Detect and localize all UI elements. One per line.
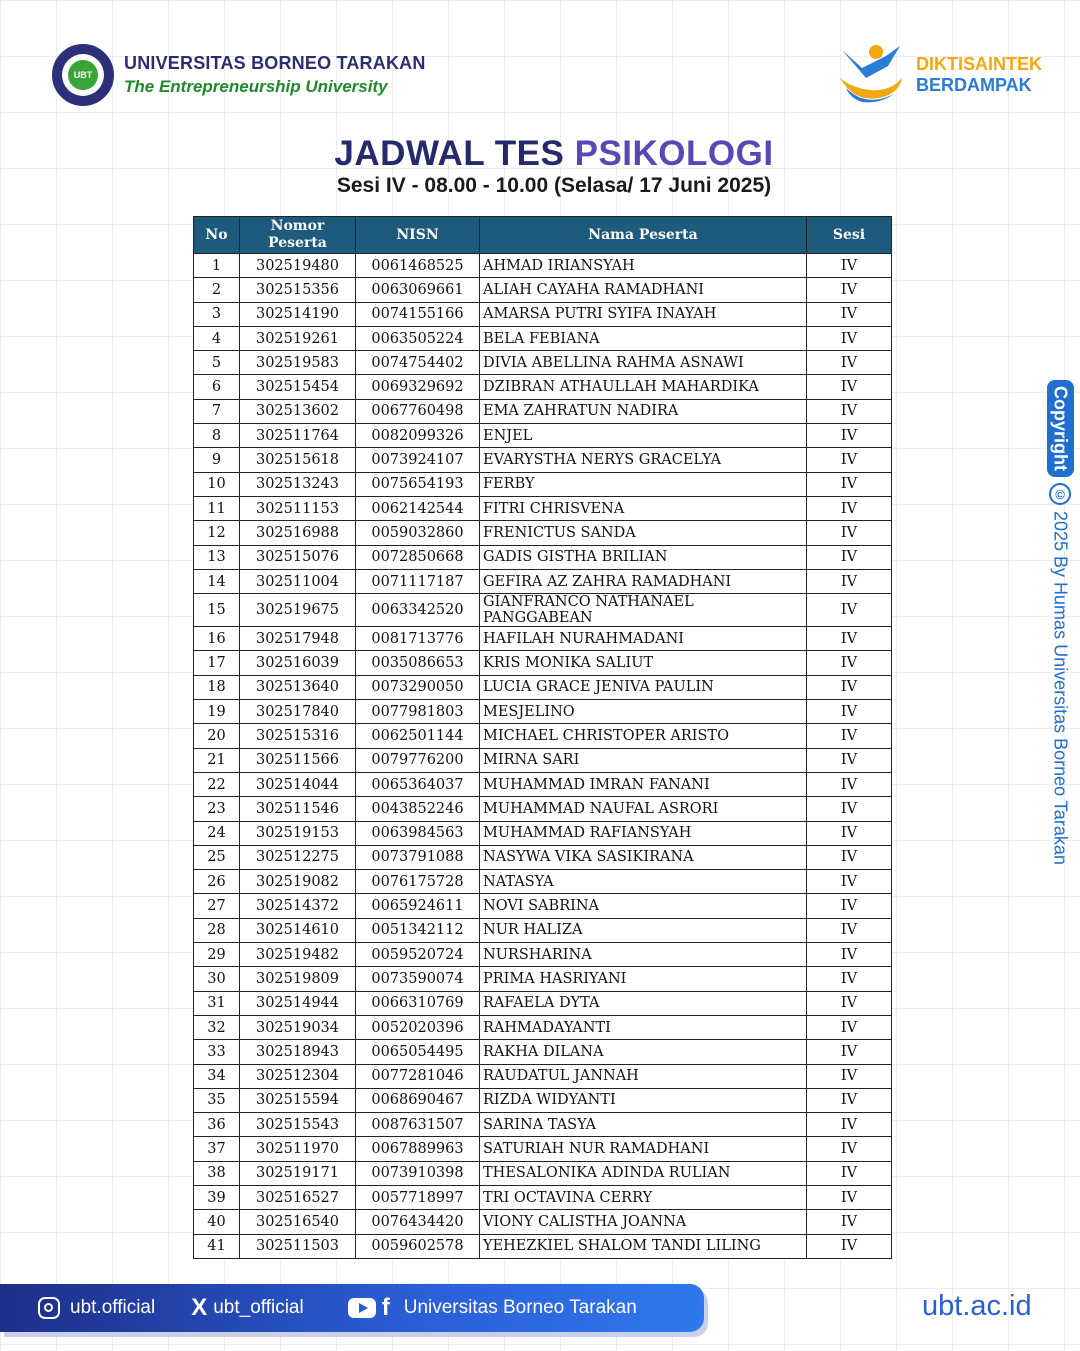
copyright-label: Copyright: [1047, 380, 1074, 477]
cell-nomor-peserta: 302519482: [240, 943, 356, 967]
table-row: [194, 700, 892, 724]
table-row: [194, 448, 892, 472]
cell-nama-peserta: MUHAMMAD RAFIANSYAH: [480, 821, 807, 845]
cell-nomor-peserta: 302519171: [240, 1161, 356, 1185]
cell-no: 39: [194, 1185, 240, 1209]
cell-nomor-peserta: 302515543: [240, 1113, 356, 1137]
cell-sesi: IV: [807, 278, 892, 302]
cell-no: 26: [194, 870, 240, 894]
cell-no: 12: [194, 521, 240, 545]
cell-sesi: IV: [807, 991, 892, 1015]
cell-no: 37: [194, 1137, 240, 1161]
title-part1: JADWAL TES: [334, 134, 575, 173]
cell-nomor-peserta: 302512304: [240, 1064, 356, 1088]
cell-no: 35: [194, 1088, 240, 1112]
table-row: [194, 1161, 892, 1185]
cell-nomor-peserta: 302514190: [240, 302, 356, 326]
cell-no: 13: [194, 545, 240, 569]
cell-nisn: 0059520724: [356, 943, 480, 967]
cell-nomor-peserta: 302511546: [240, 797, 356, 821]
cell-nisn: 0057718997: [356, 1185, 480, 1209]
cell-nama-peserta: MICHAEL CHRISTOPER ARISTO: [480, 724, 807, 748]
table-row: [194, 772, 892, 796]
footer-youtube-facebook[interactable]: [348, 1294, 637, 1322]
cell-sesi: IV: [807, 569, 892, 593]
cell-nisn: 0063984563: [356, 821, 480, 845]
cell-nama-peserta: GIANFRANCO NATHANAEL PANGGABEAN: [480, 594, 807, 627]
table-row: [194, 724, 892, 748]
cell-nama-peserta: ENJEL: [480, 424, 807, 448]
cell-sesi: IV: [807, 700, 892, 724]
table-row: [194, 845, 892, 869]
cell-nomor-peserta: 302513602: [240, 399, 356, 423]
cell-nomor-peserta: 302513640: [240, 675, 356, 699]
cell-sesi: IV: [807, 302, 892, 326]
cell-sesi: IV: [807, 472, 892, 496]
table-row: [194, 627, 892, 651]
cell-nama-peserta: AHMAD IRIANSYAH: [480, 254, 807, 278]
cell-sesi: IV: [807, 943, 892, 967]
cell-no: 11: [194, 496, 240, 520]
cell-nisn: 0071117187: [356, 569, 480, 593]
table-row: [194, 1137, 892, 1161]
title-part2: PSIKOLOGI: [574, 134, 774, 173]
table-row: [194, 1210, 892, 1234]
cell-nisn: 0072850668: [356, 545, 480, 569]
cell-nomor-peserta: 302515356: [240, 278, 356, 302]
table-row: [194, 1088, 892, 1112]
cell-nomor-peserta: 302519675: [240, 594, 356, 627]
x-handle: ubt_official: [213, 1297, 304, 1318]
cell-nisn: 0079776200: [356, 748, 480, 772]
cell-nisn: 0068690467: [356, 1088, 480, 1112]
cell-nisn: 0073924107: [356, 448, 480, 472]
cell-no: 29: [194, 943, 240, 967]
header-nomor-peserta-label: Nomor Peserta: [268, 218, 327, 251]
cell-nomor-peserta: 302519153: [240, 821, 356, 845]
session-subtitle: Sesi IV - 08.00 - 10.00 (Selasa/ 17 Juni 2025): [336, 174, 772, 197]
cell-nama-peserta: PRIMA HASRIYANI: [480, 967, 807, 991]
cell-sesi: IV: [807, 675, 892, 699]
cell-sesi: IV: [807, 1040, 892, 1064]
cell-nomor-peserta: 302516988: [240, 521, 356, 545]
x-icon: X: [191, 1294, 208, 1321]
cell-sesi: IV: [807, 967, 892, 991]
table-row: [194, 651, 892, 675]
diktisaintek-logo-block: [836, 42, 1042, 108]
cell-nama-peserta: SATURIAH NUR RAMADHANI: [480, 1137, 807, 1161]
cell-nisn: 0073590074: [356, 967, 480, 991]
cell-sesi: IV: [807, 845, 892, 869]
cell-nisn: 0075654193: [356, 472, 480, 496]
cell-no: 4: [194, 326, 240, 350]
table-row: [194, 1040, 892, 1064]
table-row: [194, 894, 892, 918]
table-row: [194, 797, 892, 821]
partner-line2: BERDAMPAK: [916, 75, 1032, 95]
cell-no: 36: [194, 1113, 240, 1137]
cell-sesi: IV: [807, 375, 892, 399]
cell-nisn: 0073910398: [356, 1161, 480, 1185]
table-row: [194, 821, 892, 845]
header-no: No: [194, 217, 240, 254]
cell-nama-peserta: LUCIA GRACE JENIVA PAULIN: [480, 675, 807, 699]
cell-nama-peserta: THESALONIKA ADINDA RULIAN: [480, 1161, 807, 1185]
cell-no: 38: [194, 1161, 240, 1185]
table-row: [194, 1113, 892, 1137]
cell-nama-peserta: KRIS MONIKA SALIUT: [480, 651, 807, 675]
cell-nisn: 0069329692: [356, 375, 480, 399]
cell-nomor-peserta: 302511153: [240, 496, 356, 520]
header-nama-peserta: Nama Peserta: [480, 217, 807, 254]
cell-nama-peserta: GADIS GISTHA BRILIAN: [480, 545, 807, 569]
cell-no: 10: [194, 472, 240, 496]
cell-nama-peserta: MESJELINO: [480, 700, 807, 724]
cell-sesi: IV: [807, 821, 892, 845]
cell-nama-peserta: NOVI SABRINA: [480, 894, 807, 918]
cell-sesi: IV: [807, 521, 892, 545]
cell-nama-peserta: RAKHA DILANA: [480, 1040, 807, 1064]
table-row: [194, 521, 892, 545]
cell-nama-peserta: MUHAMMAD IMRAN FANANI: [480, 772, 807, 796]
cell-nomor-peserta: 302514944: [240, 991, 356, 1015]
cell-nama-peserta: FITRI CHRISVENA: [480, 496, 807, 520]
cell-nomor-peserta: 302517948: [240, 627, 356, 651]
cell-nama-peserta: YEHEZKIEL SHALOM TANDI LILING: [480, 1234, 807, 1258]
cell-nisn: 0081713776: [356, 627, 480, 651]
cell-nomor-peserta: 302518943: [240, 1040, 356, 1064]
cell-no: 19: [194, 700, 240, 724]
cell-nama-peserta: BELA FEBIANA: [480, 326, 807, 350]
cell-nisn: 0077981803: [356, 700, 480, 724]
cell-nomor-peserta: 302514610: [240, 918, 356, 942]
cell-nomor-peserta: 302511764: [240, 424, 356, 448]
cell-nama-peserta: AMARSA PUTRI SYIFA INAYAH: [480, 302, 807, 326]
cell-nama-peserta: RAUDATUL JANNAH: [480, 1064, 807, 1088]
cell-no: 18: [194, 675, 240, 699]
cell-nomor-peserta: 302515594: [240, 1088, 356, 1112]
table-row: [194, 870, 892, 894]
cell-sesi: IV: [807, 1064, 892, 1088]
cell-sesi: IV: [807, 545, 892, 569]
cell-no: 1: [194, 254, 240, 278]
cell-sesi: IV: [807, 1088, 892, 1112]
cell-sesi: IV: [807, 254, 892, 278]
cell-sesi: IV: [807, 496, 892, 520]
cell-nisn: 0065924611: [356, 894, 480, 918]
cell-nisn: 0076175728: [356, 870, 480, 894]
cell-sesi: IV: [807, 399, 892, 423]
cell-no: 7: [194, 399, 240, 423]
table-row: [194, 675, 892, 699]
table-row: [194, 254, 892, 278]
table-row: [194, 375, 892, 399]
facebook-icon: f: [381, 1294, 390, 1321]
cell-nisn: 0074155166: [356, 302, 480, 326]
cell-nomor-peserta: 302519034: [240, 1015, 356, 1039]
cell-nama-peserta: TRI OCTAVINA CERRY: [480, 1185, 807, 1209]
cell-sesi: IV: [807, 627, 892, 651]
cell-nisn: 0065364037: [356, 772, 480, 796]
header-nisn: NISN: [356, 217, 480, 254]
cell-nisn: 0073791088: [356, 845, 480, 869]
cell-sesi: IV: [807, 1234, 892, 1258]
cell-no: 23: [194, 797, 240, 821]
table-header-row: [194, 217, 892, 254]
youtube-facebook-name: Universitas Borneo Tarakan: [403, 1297, 637, 1318]
cell-nisn: 0043852246: [356, 797, 480, 821]
cell-no: 30: [194, 967, 240, 991]
partner-line1: DIKTISAINTEK: [916, 54, 1042, 74]
cell-nama-peserta: NURSHARINA: [480, 943, 807, 967]
table-row: [194, 1015, 892, 1039]
cell-no: 16: [194, 627, 240, 651]
cell-nama-peserta: FRENICTUS SANDA: [480, 521, 807, 545]
table-row: [194, 569, 892, 593]
cell-sesi: IV: [807, 594, 892, 627]
cell-nomor-peserta: 302511970: [240, 1137, 356, 1161]
cell-nama-peserta: NATASYA: [480, 870, 807, 894]
cell-sesi: IV: [807, 870, 892, 894]
cell-no: 8: [194, 424, 240, 448]
cell-sesi: IV: [807, 651, 892, 675]
university-name: UNIVERSITAS BORNEO TARAKAN: [124, 53, 426, 73]
cell-sesi: IV: [807, 424, 892, 448]
cell-sesi: IV: [807, 748, 892, 772]
cell-nisn: 0067760498: [356, 399, 480, 423]
cell-no: 33: [194, 1040, 240, 1064]
cell-nomor-peserta: 302514044: [240, 772, 356, 796]
cell-nomor-peserta: 302511503: [240, 1234, 356, 1258]
cell-nomor-peserta: 302516540: [240, 1210, 356, 1234]
table-row: [194, 967, 892, 991]
cell-sesi: IV: [807, 448, 892, 472]
cell-sesi: IV: [807, 918, 892, 942]
cell-no: 6: [194, 375, 240, 399]
cell-nomor-peserta: 302515316: [240, 724, 356, 748]
cell-nisn: 0076434420: [356, 1210, 480, 1234]
cell-sesi: IV: [807, 351, 892, 375]
cell-nama-peserta: VIONY CALISTHA JOANNA: [480, 1210, 807, 1234]
table-row: [194, 302, 892, 326]
cell-no: 20: [194, 724, 240, 748]
cell-nomor-peserta: 302516039: [240, 651, 356, 675]
cell-nama-peserta: GEFIRA AZ ZAHRA RAMADHANI: [480, 569, 807, 593]
header-sesi: Sesi: [807, 217, 892, 254]
university-tagline: The Entrepreneurship University: [124, 77, 388, 96]
cell-no: 17: [194, 651, 240, 675]
table-row: [194, 351, 892, 375]
cell-nisn: 0061468525: [356, 254, 480, 278]
cell-nisn: 0063505224: [356, 326, 480, 350]
cell-no: 41: [194, 1234, 240, 1258]
cell-nama-peserta: EMA ZAHRATUN NADIRA: [480, 399, 807, 423]
cell-nisn: 0062142544: [356, 496, 480, 520]
cell-nomor-peserta: 302514372: [240, 894, 356, 918]
cell-nomor-peserta: 302516527: [240, 1185, 356, 1209]
cell-nisn: 0082099326: [356, 424, 480, 448]
cell-nisn: 0059602578: [356, 1234, 480, 1258]
cell-nisn: 0087631507: [356, 1113, 480, 1137]
footer-instagram[interactable]: [38, 1297, 155, 1319]
table-row: [194, 991, 892, 1015]
cell-nama-peserta: RIZDA WIDYANTI: [480, 1088, 807, 1112]
cell-nomor-peserta: 302515618: [240, 448, 356, 472]
seal-text: UBT: [68, 60, 98, 90]
cell-nisn: 0063069661: [356, 278, 480, 302]
table-row: [194, 748, 892, 772]
cell-nisn: 0066310769: [356, 991, 480, 1015]
cell-sesi: IV: [807, 1185, 892, 1209]
cell-no: 32: [194, 1015, 240, 1039]
cell-nisn: 0035086653: [356, 651, 480, 675]
cell-no: 2: [194, 278, 240, 302]
cell-no: 9: [194, 448, 240, 472]
table-row: [194, 496, 892, 520]
cell-nisn: 0062501144: [356, 724, 480, 748]
cell-nomor-peserta: 302517840: [240, 700, 356, 724]
cell-nomor-peserta: 302519261: [240, 326, 356, 350]
cell-nama-peserta: HAFILAH NURAHMADANI: [480, 627, 807, 651]
cell-nama-peserta: EVARYSTHA NERYS GRACELYA: [480, 448, 807, 472]
table-row: [194, 1064, 892, 1088]
cell-nisn: 0074754402: [356, 351, 480, 375]
cell-nomor-peserta: 302519480: [240, 254, 356, 278]
table-row: [194, 1234, 892, 1258]
cell-nama-peserta: NASYWA VIKA SASIKIRANA: [480, 845, 807, 869]
copyright-vertical: [1046, 380, 1074, 865]
table-row: [194, 424, 892, 448]
cell-nama-peserta: FERBY: [480, 472, 807, 496]
copyright-text: 2025 By Humas Universitas Borneo Tarakan: [1050, 511, 1071, 865]
cell-no: 25: [194, 845, 240, 869]
cell-nama-peserta: SARINA TASYA: [480, 1113, 807, 1137]
cell-no: 3: [194, 302, 240, 326]
table-row: [194, 545, 892, 569]
table-row: [194, 278, 892, 302]
cell-nisn: 0051342112: [356, 918, 480, 942]
cell-sesi: IV: [807, 894, 892, 918]
cell-nomor-peserta: 302512275: [240, 845, 356, 869]
table-row: [194, 472, 892, 496]
ubt-seal-icon: [52, 44, 114, 106]
cell-sesi: IV: [807, 1137, 892, 1161]
cell-no: 22: [194, 772, 240, 796]
cell-nisn: 0059032860: [356, 521, 480, 545]
cell-nomor-peserta: 302519082: [240, 870, 356, 894]
cell-no: 5: [194, 351, 240, 375]
cell-nisn: 0067889963: [356, 1137, 480, 1161]
cell-sesi: IV: [807, 1161, 892, 1185]
cell-no: 40: [194, 1210, 240, 1234]
cell-sesi: IV: [807, 797, 892, 821]
cell-nama-peserta: DZIBRAN ATHAULLAH MAHARDIKA: [480, 375, 807, 399]
cell-no: 27: [194, 894, 240, 918]
cell-nomor-peserta: 302515454: [240, 375, 356, 399]
cell-nama-peserta: DIVIA ABELLINA RAHMA ASNAWI: [480, 351, 807, 375]
instagram-handle: ubt.official: [70, 1297, 156, 1318]
page-title: [0, 134, 1080, 174]
cell-no: 15: [194, 594, 240, 627]
cell-no: 14: [194, 569, 240, 593]
cell-sesi: IV: [807, 1113, 892, 1137]
youtube-icon: [348, 1298, 376, 1318]
cell-sesi: IV: [807, 326, 892, 350]
cell-no: 34: [194, 1064, 240, 1088]
table-body: [194, 254, 892, 1259]
instagram-icon: [38, 1297, 60, 1319]
cell-no: 21: [194, 748, 240, 772]
table-row: [194, 943, 892, 967]
cell-sesi: IV: [807, 772, 892, 796]
cell-nama-peserta: MIRNA SARI: [480, 748, 807, 772]
cell-nomor-peserta: 302519583: [240, 351, 356, 375]
table-row: [194, 594, 892, 627]
cell-nomor-peserta: 302513243: [240, 472, 356, 496]
diktisaintek-logo-icon: [836, 42, 906, 108]
table-row: [194, 399, 892, 423]
cell-nomor-peserta: 302511004: [240, 569, 356, 593]
cell-sesi: IV: [807, 1210, 892, 1234]
cell-nisn: 0077281046: [356, 1064, 480, 1088]
cell-nomor-peserta: 302519809: [240, 967, 356, 991]
cell-nama-peserta: MUHAMMAD NAUFAL ASRORI: [480, 797, 807, 821]
cell-nama-peserta: NUR HALIZA: [480, 918, 807, 942]
cell-nisn: 0063342520: [356, 594, 480, 627]
cell-sesi: IV: [807, 724, 892, 748]
table-row: [194, 1185, 892, 1209]
header-nomor-peserta: [240, 217, 356, 254]
footer-x[interactable]: [191, 1294, 304, 1322]
cell-nisn: 0052020396: [356, 1015, 480, 1039]
table-row: [194, 918, 892, 942]
footer-social-bar: [0, 1284, 704, 1332]
website-link[interactable]: ubt.ac.id: [922, 1290, 1032, 1322]
cell-nomor-peserta: 302515076: [240, 545, 356, 569]
cell-no: 31: [194, 991, 240, 1015]
cell-no: 28: [194, 918, 240, 942]
cell-nomor-peserta: 302511566: [240, 748, 356, 772]
cell-no: 24: [194, 821, 240, 845]
copyright-symbol-icon: ©: [1049, 483, 1071, 505]
cell-nisn: 0073290050: [356, 675, 480, 699]
schedule-table: [193, 216, 892, 1259]
table-row: [194, 326, 892, 350]
cell-nama-peserta: RAFAELA DYTA: [480, 991, 807, 1015]
cell-nisn: 0065054495: [356, 1040, 480, 1064]
ubt-logo-block: [52, 44, 426, 106]
cell-nama-peserta: RAHMADAYANTI: [480, 1015, 807, 1039]
cell-nama-peserta: ALIAH CAYAHA RAMADHANI: [480, 278, 807, 302]
cell-sesi: IV: [807, 1015, 892, 1039]
